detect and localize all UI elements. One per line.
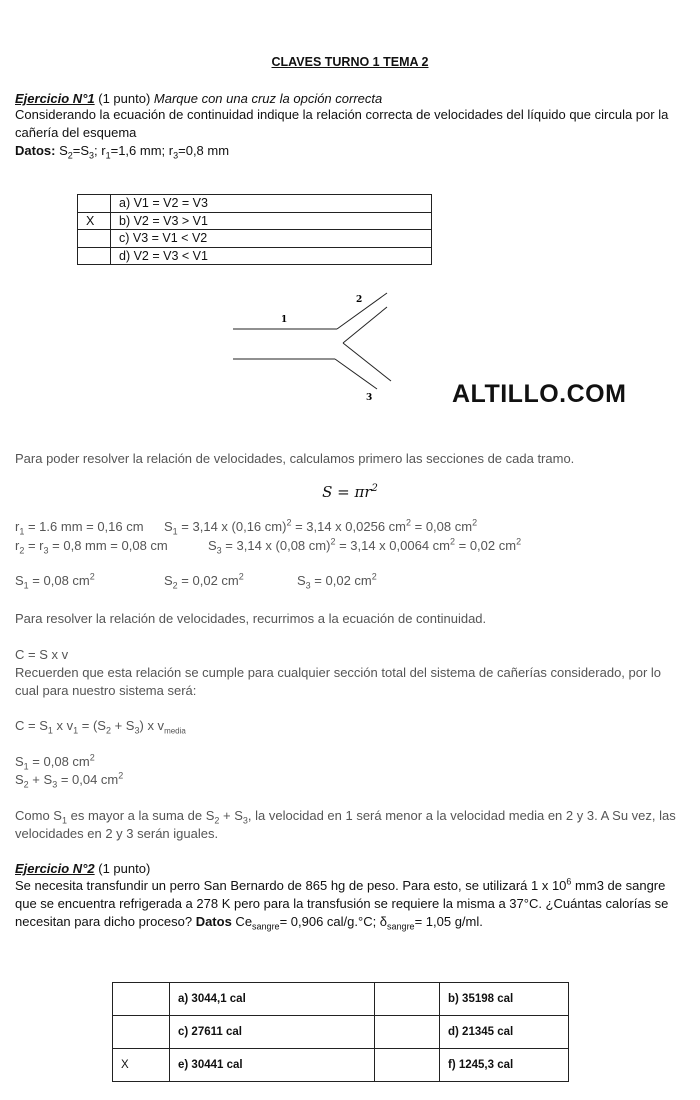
- option-text: c) V3 = V1 < V2: [111, 230, 432, 248]
- ex2-points: (1 punto): [94, 861, 151, 876]
- watermark: ALTILLO.COM: [452, 380, 627, 408]
- ex2-heading: Ejercicio N°2: [15, 861, 95, 876]
- ex2-statement: Se necesita transfundir un perro San Bernardo de 865 hg de peso. Para esto, se utilizará 1 x $10^6$ mm3 de sangre que se encuentra refrigerada a 278 K pero para la transfusión se requiere la misma a 37°C. ¿Cuántas calorías se necesitan para dicho proceso? Datos $Ce_{sangre}= 0,906$ cal/g.°C; $\delta_{sangre}= 1,05$ g/ml.: [15, 876, 669, 932]
- diagram-label-1: 1: [281, 315, 288, 325]
- option-mark[interactable]: X: [78, 212, 111, 230]
- continuity-equation: C = S x v: [15, 647, 69, 662]
- ex2-options-table: [112, 982, 569, 1082]
- table-row: [78, 195, 432, 213]
- continuity-intro: Para resolver la relación de velocidades, recurrimos a la ecuación de continuidad.: [15, 611, 487, 626]
- option-text: c) 27611 cal: [170, 1016, 375, 1049]
- solution-conclusion: Como $S_1$ es mayor a la suma de $S_2 + S_3$, la velocidad en 1 será menor a la velocidad media en 2 y 3. A Su vez, las velocidades en 2 y 3 serán iguales.: [15, 808, 676, 841]
- section-3-calc: $S_3 = 3,14$ x (0,08 cm)$^2$ = 3,14 x 0,0064 $cm^2 = 0,02$ $cm^2$: [208, 536, 522, 556]
- table-row: [113, 983, 569, 1016]
- table-row: [78, 230, 432, 248]
- diagram-label-3: 3: [366, 393, 373, 403]
- radius-23-line: $r_2 = r_3 = 0,8$ mm = 0,08 cm: [15, 538, 168, 556]
- pipe-diagram: [225, 285, 405, 410]
- table-row: [78, 212, 432, 230]
- option-text: a) V1 = V2 = V3: [111, 195, 432, 213]
- ex1-instruction: Marque con una cruz la opción correcta: [153, 91, 383, 106]
- continuity-system: $C = S_1$ x $v_1 = (S_2 + S_3)$ x $v_{media}$: [15, 718, 186, 736]
- continuity-recall: Recuerden que esta relación se cumple para cualquier sección total del sistema de cañerías considerado, por lo cual para nuestro sistema será:: [15, 665, 662, 698]
- option-text: d) 21345 cal: [440, 1016, 569, 1049]
- option-mark[interactable]: [375, 1049, 440, 1082]
- branch3-outer-wall: [335, 359, 377, 389]
- option-mark[interactable]: [113, 1016, 170, 1049]
- ex1-statement: Considerando la ecuación de continuidad indique la relación correcta de velocidades del líquido que circula por la cañería del esquema: [15, 107, 669, 140]
- table-row: [113, 1016, 569, 1049]
- option-text: b) 35198 cal: [440, 983, 569, 1016]
- option-mark[interactable]: [78, 230, 111, 248]
- table-row: [113, 1049, 569, 1082]
- option-mark[interactable]: [375, 1016, 440, 1049]
- ex1-data-line: Datos: $S_2=S_3$; $r_1=1,6$ mm; $r_3=0,8$ mm: [15, 143, 230, 161]
- page-title: CLAVES TURNO 1 TEMA 2: [271, 55, 429, 69]
- ex1-points: (1 punto): [94, 91, 154, 106]
- ex1-data-label: Datos:: [15, 143, 60, 158]
- s2-result: $S_2 = 0,02$ $cm^2$: [164, 571, 244, 591]
- branch3-inner-wall: [343, 343, 391, 381]
- s23-sum: $S_2 + S_3 = 0,04$ $cm^2$: [15, 770, 124, 790]
- option-mark[interactable]: [78, 195, 111, 213]
- ex1-options-table: [77, 194, 432, 265]
- option-text: a) 3044,1 cal: [170, 983, 375, 1016]
- area-formula: $S = \pi r^2$: [322, 483, 378, 501]
- option-text: b) V2 = V3 > V1: [111, 212, 432, 230]
- table-row: [78, 247, 432, 265]
- s1-result: $S_1 = 0,08$ $cm^2$: [15, 571, 95, 591]
- option-mark[interactable]: [78, 247, 111, 265]
- option-mark[interactable]: [375, 983, 440, 1016]
- option-mark[interactable]: [113, 983, 170, 1016]
- branch2-inner-wall: [343, 307, 387, 343]
- section-1-calc: $S_1 = 3,14$ x (0,16 cm)$^2$ = 3,14 x 0,0256 $cm^2 = 0,08$ $cm^2$: [164, 517, 478, 537]
- radius-1-line: $r_1 = 1.6$ mm = 0,16 cm: [15, 519, 144, 537]
- diagram-label-2: 2: [356, 295, 363, 305]
- solution-intro: Para poder resolver la relación de velocidades, calculamos primero las secciones de cada tramo.: [15, 451, 575, 466]
- option-text: e) 30441 cal: [170, 1049, 375, 1082]
- ex1-heading: Ejercicio N°1: [15, 91, 95, 106]
- s3-result: $S_3 = 0,02$ $cm^2$: [297, 571, 377, 591]
- option-text: f) 1245,3 cal: [440, 1049, 569, 1082]
- ex2-heading-line: [15, 860, 685, 878]
- option-text: d) V2 = V3 < V1: [111, 247, 432, 265]
- s1-repeat: $S_1 = 0,08$ $cm^2$: [15, 752, 95, 772]
- option-mark[interactable]: X: [113, 1049, 170, 1082]
